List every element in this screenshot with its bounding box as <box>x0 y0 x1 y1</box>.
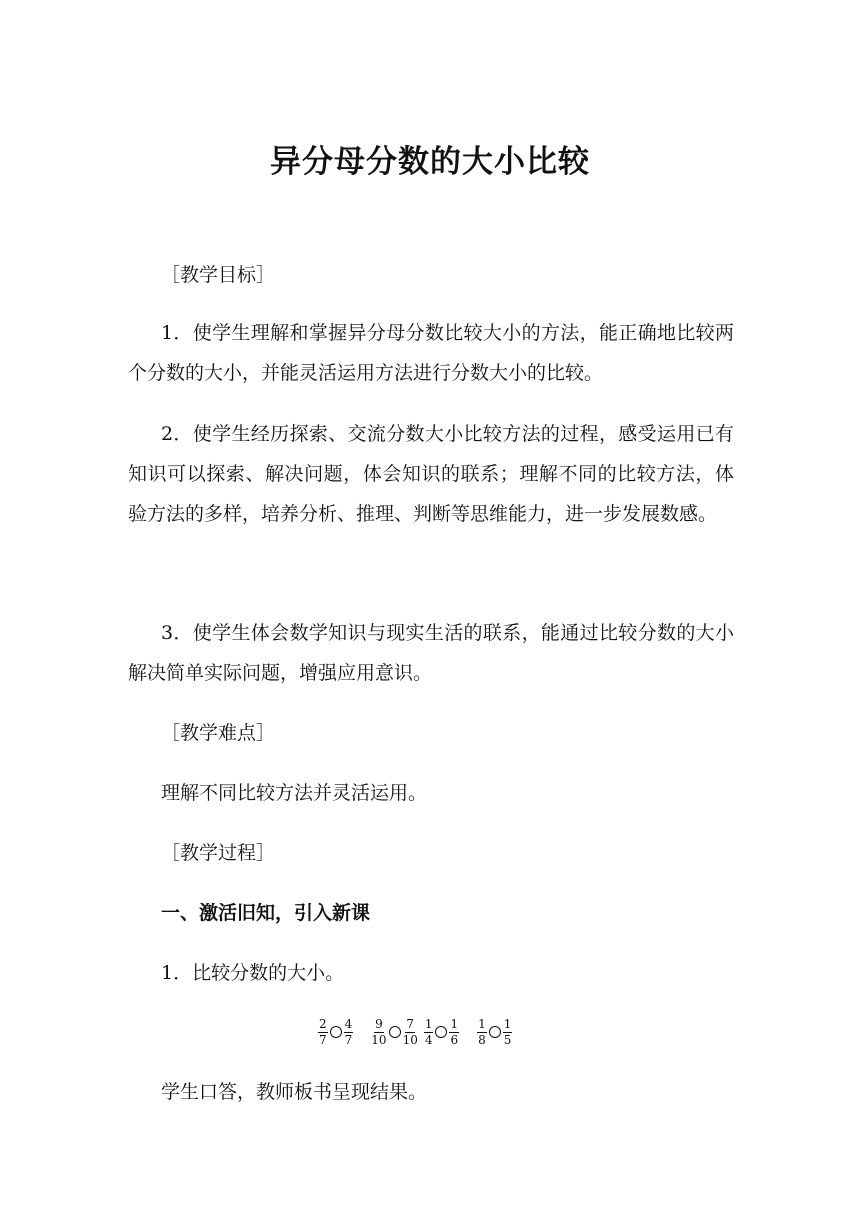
comparison-circle[interactable] <box>389 1026 401 1038</box>
heading-teaching-difficulty: ［教学难点］ <box>161 722 276 744</box>
student-answer-note: 学生口答，教师板书呈现结果。 <box>161 1081 428 1103</box>
fraction: $\frac{4}{7}$ <box>344 1016 353 1047</box>
comparison-circle[interactable] <box>330 1026 342 1038</box>
fraction: $\frac{2}{7}$ <box>319 1016 327 1047</box>
goal-3: 3．使学生体会数学知识与现实生活的联系，能通过比较分数的大小解决简单实际问题，增强应用意识。 <box>128 622 734 684</box>
goal-1: 1．使学生理解和掌握异分母分数比较大小的方法，能正确地比较两个分数的大小，并能灵活运用方法进行分数大小的比较。 <box>128 322 734 384</box>
fraction-pair <box>318 1018 353 1047</box>
comparison-circle[interactable] <box>435 1026 447 1038</box>
fraction: $\frac{1}{5}$ <box>503 1016 512 1047</box>
fraction: $\frac{1}{8}$ <box>478 1016 486 1047</box>
document-title: 异分母分数的大小比较 <box>270 144 590 180</box>
step-1: 1．比较分数的大小。 <box>161 962 345 984</box>
fraction-pair <box>477 1018 512 1047</box>
fraction: $\frac{1}{6}$ <box>450 1016 459 1047</box>
goal-2: 2．使学生经历探索、交流分数大小比较方法的过程，感受运用已有知识可以探索、解决问题，体会知识的联系；理解不同的比较方法，体验方法的多样，培养分析、推理、判断等思维能力，进一步发展数感。 <box>128 423 734 525</box>
fraction-pair <box>371 1018 418 1047</box>
heading-teaching-goals: ［教学目标］ <box>161 264 276 286</box>
fraction-pair <box>424 1018 459 1047</box>
comparison-circle[interactable] <box>489 1026 501 1038</box>
fraction-comparison-row <box>318 1012 512 1052</box>
section-heading-1: 一、激活旧知，引入新课 <box>161 902 371 924</box>
fraction: $\frac{1}{4}$ <box>424 1016 433 1047</box>
heading-teaching-process: ［教学过程］ <box>161 842 276 864</box>
fraction: $\frac{9}{10}$ <box>371 1016 387 1047</box>
difficulty-text: 理解不同比较方法并灵活运用。 <box>161 782 428 804</box>
fraction: $\frac{7}{10}$ <box>402 1016 418 1047</box>
